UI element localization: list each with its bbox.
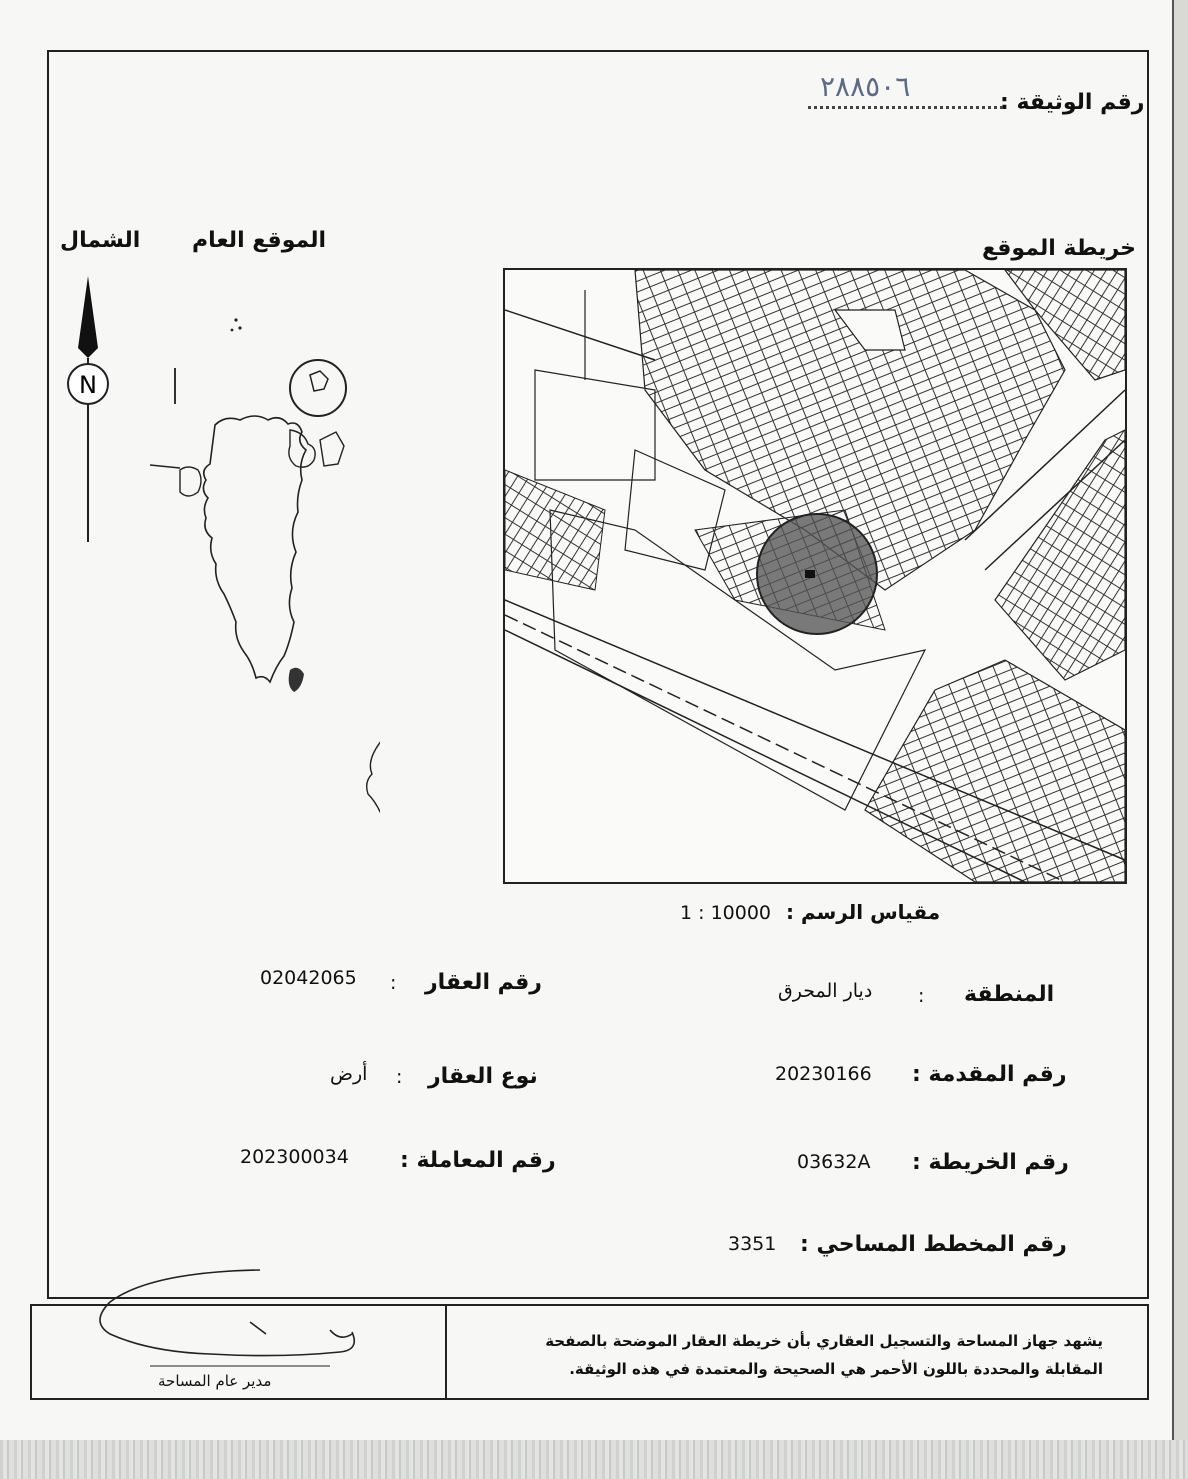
survey-plan-value: 3351	[728, 1233, 777, 1255]
region-value: ديار المحرق	[778, 980, 873, 1002]
certification-line-1: يشهد جهاز المساحة والتسجيل العقاري بأن خريطة العقار الموضحة بالصفحة	[545, 1332, 1103, 1350]
application-no-label: رقم المقدمة :	[912, 1062, 1067, 1087]
page-edge	[1172, 0, 1188, 1479]
document-number-handwritten: ٢٨٨٥٠٦	[820, 70, 911, 103]
property-no-colon: :	[390, 972, 397, 994]
property-type-colon: :	[396, 1066, 403, 1088]
transaction-no-value: 202300034	[240, 1146, 349, 1168]
signatory-title: مدير عام المساحة	[158, 1372, 272, 1390]
site-map-label: خريطة الموقع	[982, 236, 1137, 261]
property-type-value: أرض	[330, 1063, 368, 1085]
site-map	[503, 268, 1127, 884]
survey-plan-label: رقم المخطط المساحي :	[800, 1232, 1067, 1257]
scale	[680, 900, 940, 924]
document-number-dotted-line	[808, 106, 1003, 109]
property-location-marker	[757, 514, 877, 634]
north-letter: N	[79, 371, 97, 399]
property-no-value: 02042065	[260, 967, 357, 989]
location-circle-marker	[290, 360, 346, 416]
scale-value: 1 : 10000	[680, 902, 772, 924]
site-map-drawing	[505, 270, 1125, 882]
region-label: المنطقة	[964, 982, 1055, 1007]
transaction-no-label: رقم المعاملة :	[400, 1148, 556, 1173]
application-no-value: 20230166	[775, 1063, 872, 1085]
scale-label: مقياس الرسم :	[785, 900, 941, 924]
certification-line-2: المقابلة والمحددة باللون الأحمر هي الصحيحة والمعتمدة في هذه الوثيقة.	[569, 1360, 1103, 1378]
scan-noise	[0, 1440, 1188, 1479]
bahrain-outline-map	[140, 300, 380, 860]
north-arrow-icon	[60, 268, 120, 548]
property-no-label: رقم العقار	[425, 970, 542, 995]
document-number-label: رقم الوثيقة :	[1000, 90, 1145, 115]
north-label: الشمال	[60, 228, 141, 253]
region-colon: :	[918, 985, 925, 1007]
property-type-label: نوع العقار	[428, 1064, 538, 1089]
signature	[90, 1262, 390, 1382]
map-no-label: رقم الخريطة :	[912, 1150, 1069, 1175]
general-location-label: الموقع العام	[192, 228, 327, 253]
map-no-value: 03632A	[797, 1151, 871, 1173]
footer-divider	[445, 1306, 447, 1398]
